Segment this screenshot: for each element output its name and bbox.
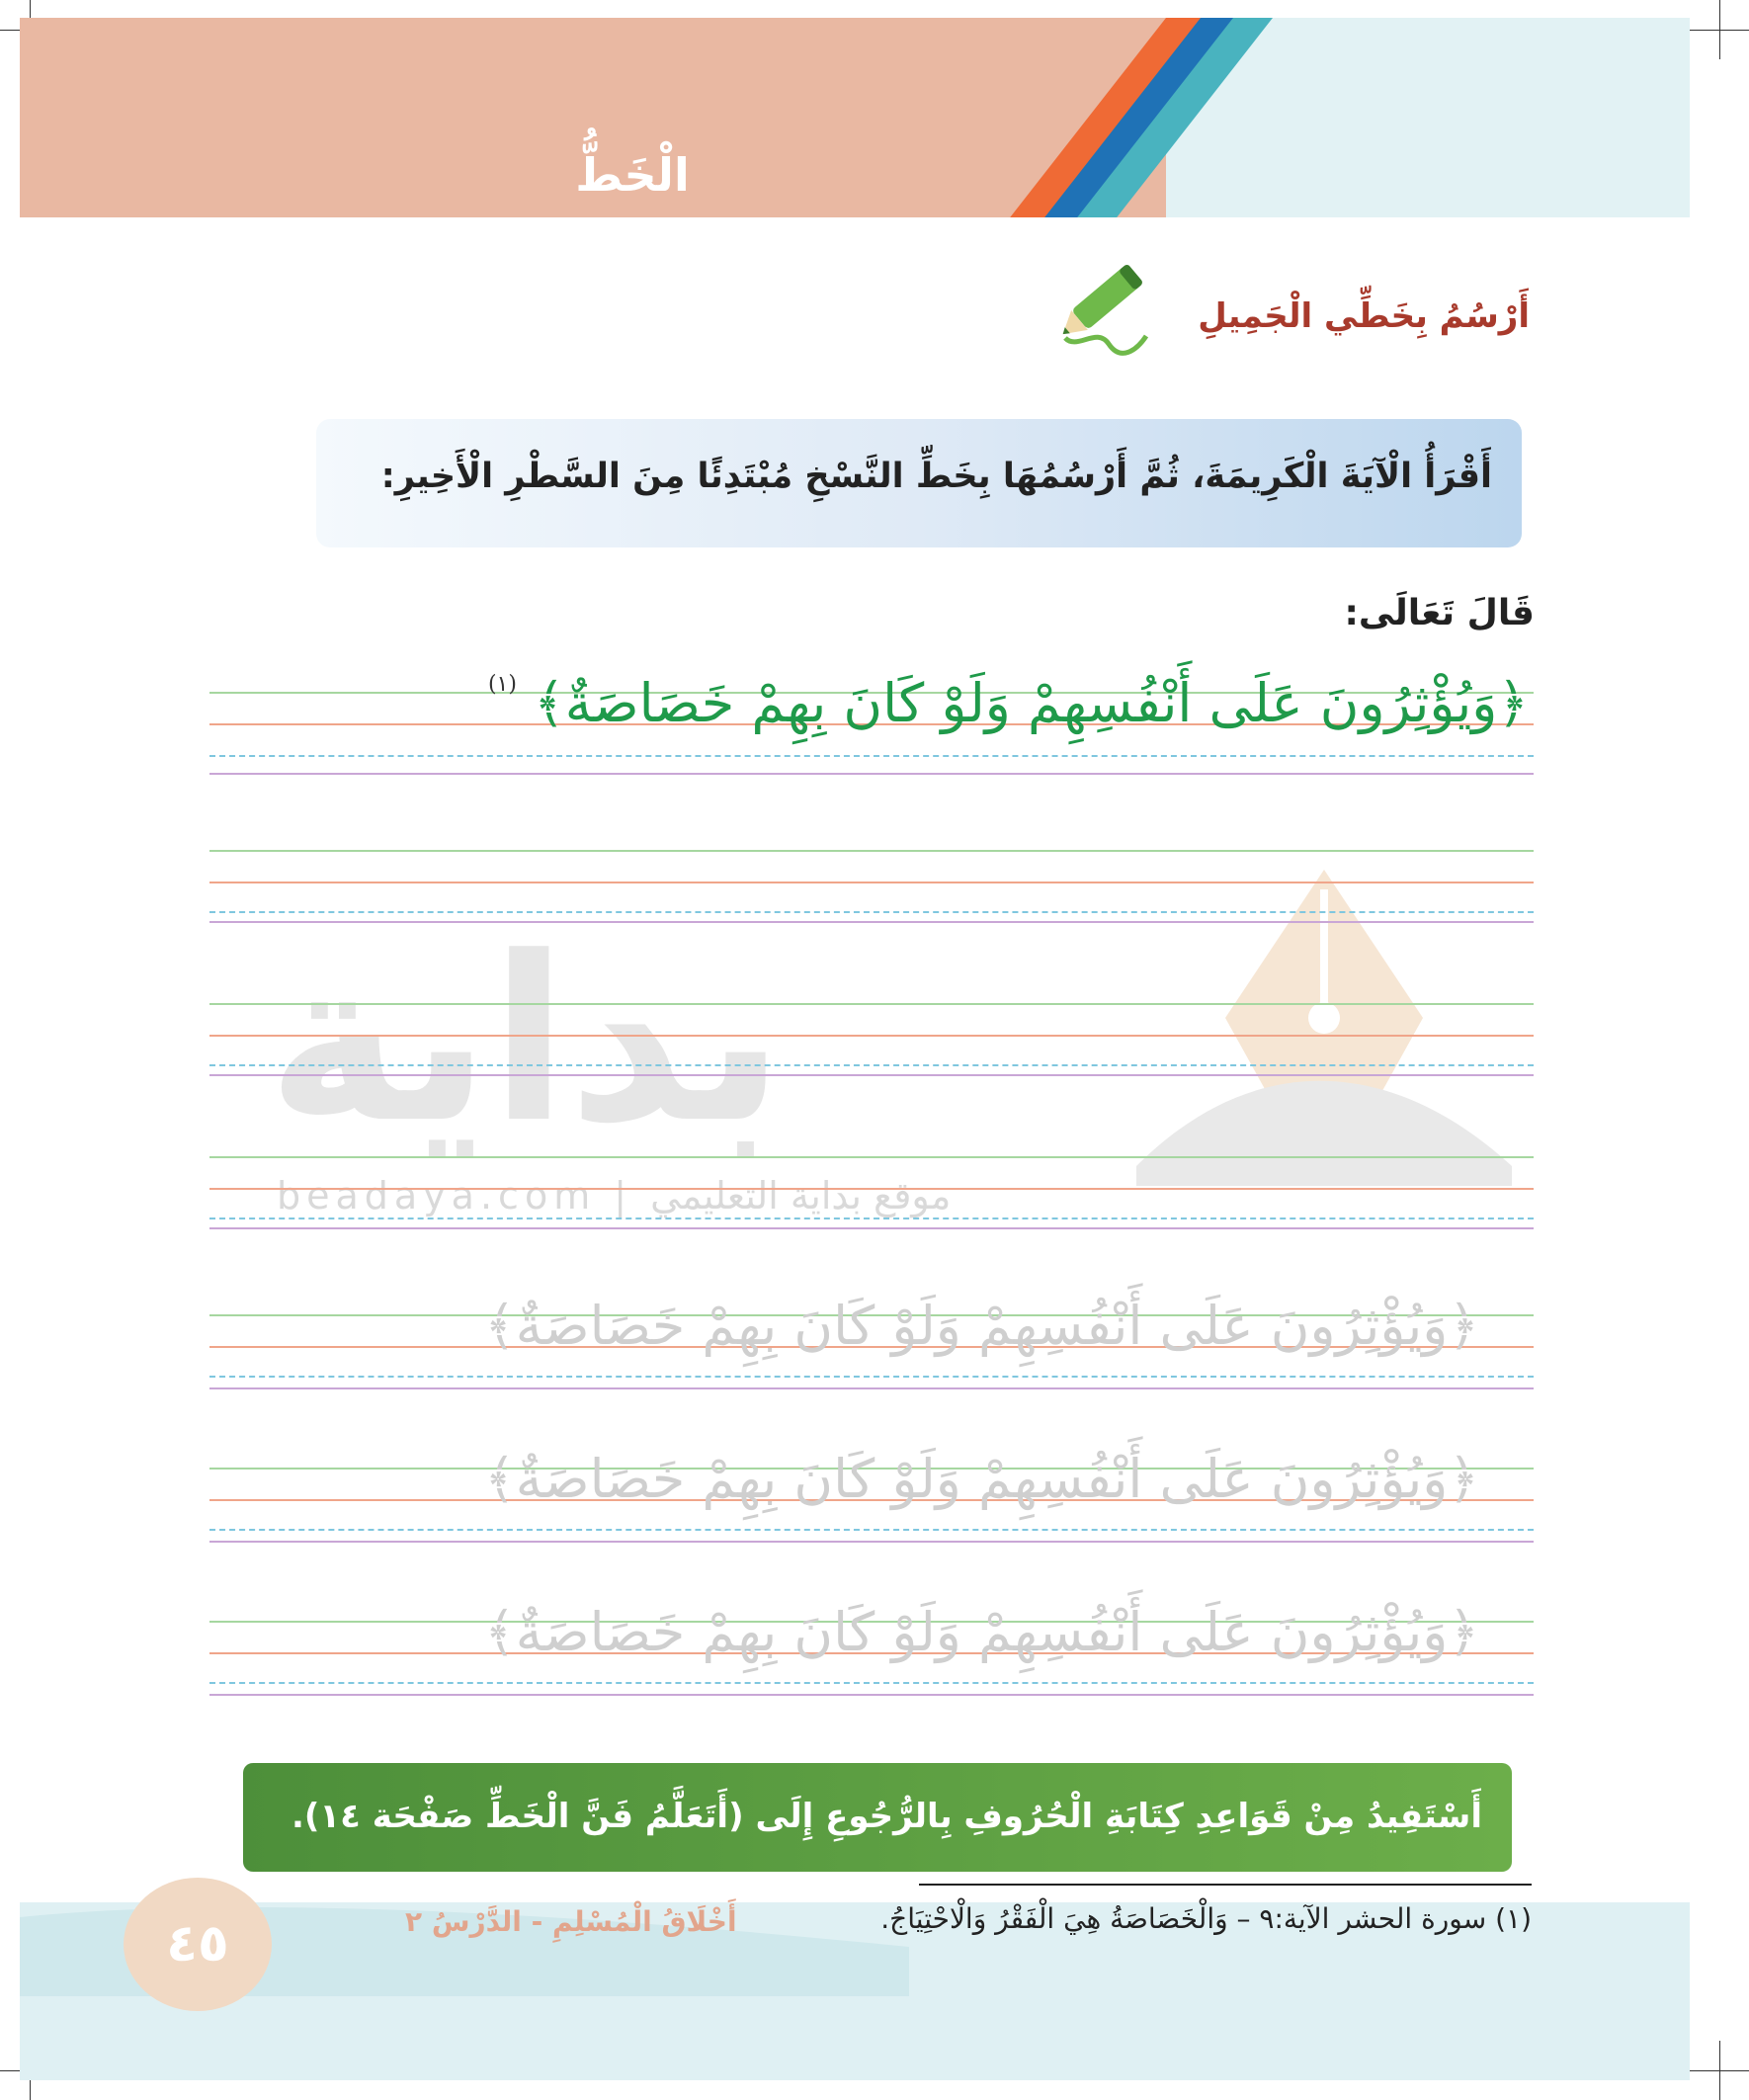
verse-text [488, 672, 1529, 734]
trace-verse: ﴿وَيُؤْثِرُونَ عَلَى أَنْفُسِهِمْ وَلَوْ كَانَ بِهِمْ خَصَاصَةٌ﴾ [484, 1448, 1479, 1510]
writing-lines-blank [209, 983, 1534, 1072]
guide-line [209, 755, 1534, 757]
footnote-separator [919, 1884, 1532, 1886]
writing-lines-trace [209, 1285, 1534, 1393]
activity-subtitle: أَرْسُمُ بِخَطِّي الْجَمِيلِ [1198, 296, 1530, 336]
writing-lines-example [209, 672, 1534, 781]
guide-line [209, 1188, 1534, 1190]
footnote-text: (١) سورة الحشر الآية:٩ – وَالْخَصَاصَةُ هِيَ الْفَقْرُ وَالْاحْتِيَاجُ. [880, 1902, 1532, 1935]
guide-line [209, 911, 1534, 913]
trace-verse: ﴿وَيُؤْثِرُونَ عَلَى أَنْفُسِهِمْ وَلَوْ كَانَ بِهِمْ خَصَاصَةٌ﴾ [484, 1295, 1479, 1357]
page-number: ٤٥ [124, 1878, 272, 2011]
guide-line [209, 1694, 1534, 1696]
guide-line [209, 1682, 1534, 1684]
instruction-box [316, 419, 1522, 547]
instruction-text: أَقْرَأُ الْآيَةَ الْكَرِيمَةَ، ثُمَّ أَرْسُمُهَا بِخَطِّ النَّسْخِ مُبْتَدِئًا مِنَ السَّطْرِ الْأَخِيرِ: [380, 457, 1492, 496]
writing-lines-trace [209, 1438, 1534, 1547]
pencil-icon [1047, 257, 1166, 366]
guide-line [209, 921, 1534, 923]
guide-line [209, 1003, 1534, 1005]
writing-lines-blank [209, 1136, 1534, 1225]
course-label: أَخْلَاقُ الْمُسْلِمِ - الدَّرْسُ ٢ [405, 1905, 737, 1938]
guide-line [209, 850, 1534, 852]
tip-text: أَسْتَفِيدُ مِنْ قَوَاعِدِ كِتَابَةِ الْحُرُوفِ بِالرُّجُوعِ إِلَى (أَتَعَلَّمُ فَنَّ الْخَطِّ صَفْحَة ١٤). [291, 1797, 1482, 1836]
guide-line [209, 1541, 1534, 1543]
trace-verse: ﴿وَيُؤْثِرُونَ عَلَى أَنْفُسِهِمْ وَلَوْ كَانَ بِهِمْ خَصَاصَةٌ﴾ [484, 1601, 1479, 1663]
tip-banner [243, 1763, 1512, 1872]
watermark-logo: بداية [267, 909, 785, 1173]
guide-line [209, 1218, 1534, 1219]
crop-mark [1719, 0, 1720, 59]
crop-mark [1719, 2041, 1720, 2100]
verse-content: ﴿وَيُؤْثِرُونَ عَلَى أَنْفُسِهِمْ وَلَوْ كَانَ بِهِمْ خَصَاصَةٌ﴾ [534, 672, 1529, 734]
verse-intro: قَالَ تَعَالَى: [1344, 593, 1535, 633]
guide-line [209, 1376, 1534, 1378]
watermark-subtext: beadaya.com | موقع بداية التعليمي [277, 1174, 952, 1218]
guide-line [209, 1156, 1534, 1158]
page-title: الْخَطُّ [575, 148, 690, 202]
writing-lines-blank [209, 830, 1534, 919]
guide-line [209, 1064, 1534, 1066]
guide-line [209, 773, 1534, 775]
guide-line [209, 1074, 1534, 1076]
writing-lines-trace [209, 1591, 1534, 1700]
guide-line [209, 1529, 1534, 1531]
footnote-marker: (١) [487, 672, 517, 697]
guide-line [209, 1035, 1534, 1037]
guide-line [209, 882, 1534, 883]
guide-line [209, 1387, 1534, 1389]
guide-line [209, 1227, 1534, 1229]
header-stripes [20, 18, 1690, 217]
